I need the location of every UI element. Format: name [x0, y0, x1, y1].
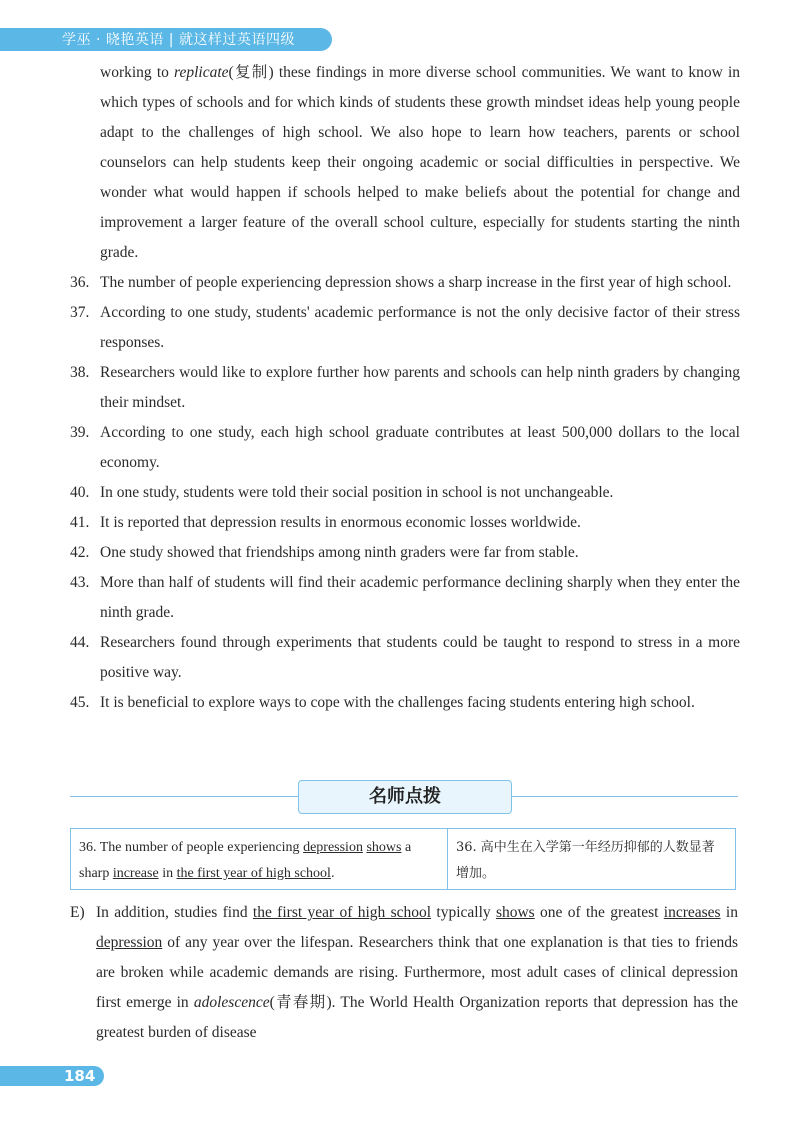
tip-text: 36. The number of people experiencing [79, 840, 304, 855]
section-e-body [96, 898, 738, 1048]
section-text: In addition, studies find [96, 904, 253, 921]
section-label: E) [70, 904, 85, 921]
main-content [70, 58, 740, 718]
statement-text: Researchers would like to explore further how parents and schools can help ninth graders by changing their mindset. [100, 364, 740, 411]
statement-number: 36. [70, 274, 90, 291]
section-e [70, 898, 738, 1048]
statement-number: 39. [70, 424, 90, 441]
statement-text: It is reported that depression results in enormous economic losses worldwide. [100, 514, 581, 531]
statement-text: More than half of students will find their academic performance declining sharply when they enter the ninth grade. [100, 574, 740, 621]
section-keyword: increases [663, 904, 721, 921]
section-text: in [720, 904, 738, 921]
tip-text: in [158, 866, 177, 881]
statement-item [70, 688, 740, 718]
tip-keyword: shows [366, 840, 402, 855]
statement-item [70, 508, 740, 538]
statement-number: 41. [70, 514, 90, 531]
divider-line [510, 796, 738, 797]
statement-number: 38. [70, 364, 90, 381]
statement-item [70, 478, 740, 508]
statement-number: 45. [70, 694, 90, 711]
section-italic-term: adolescence [193, 994, 270, 1011]
tip-heading [70, 780, 738, 820]
section-text: typically [431, 904, 496, 921]
section-text: (青春期). The World Health Organization reports that depression has the greatest burden of disease [96, 994, 738, 1041]
statement-text: Researchers found through experiments that students could be taught to respond to stress in a more positive way. [100, 634, 740, 681]
tip-keyword: depression [303, 840, 363, 855]
tip-title: 名师点拨 [298, 780, 512, 814]
section-text: of any year over the lifespan. Researchers think that one explanation is that ties to friends are broken while academic demands are rising. Furthermore, most adult cases of clinical depression first emerge in [96, 934, 738, 1011]
divider-line [70, 796, 302, 797]
tip-chinese: 36. 高中生在入学第一年经历抑郁的人数显著增加。 [456, 840, 715, 881]
tip-english [71, 829, 448, 889]
statement-item [70, 538, 740, 568]
tip-keyword: the first year of high school [176, 866, 331, 881]
statement-item [70, 568, 740, 628]
statement-text: The number of people experiencing depression shows a sharp increase in the first year of high school. [100, 274, 732, 291]
book-title: 学巫 · 晓艳英语 | 就这样过英语四级 [62, 32, 295, 48]
tip-text: a sharp [79, 840, 412, 881]
tip-table [70, 828, 736, 890]
statement-item [70, 418, 740, 478]
intro-italic-term: replicate [174, 64, 229, 81]
statement-text: In one study, students were told their social position in school is not unchangeable. [100, 484, 614, 501]
tip-text: . [330, 866, 335, 881]
statement-number: 40. [70, 484, 90, 501]
statement-item [70, 358, 740, 418]
section-keyword: depression [96, 934, 163, 951]
statement-number: 37. [70, 304, 90, 321]
intro-paragraph [70, 58, 740, 268]
statement-text: According to one study, each high school graduate contributes at least 500,000 dollars to the local economy. [100, 424, 740, 471]
statement-number: 42. [70, 544, 90, 561]
page-number: 184 [64, 1067, 96, 1085]
section-text: one of the greatest [534, 904, 664, 921]
section-keyword: the first year of high school [252, 904, 432, 921]
statement-number: 43. [70, 574, 90, 591]
statement-list [70, 268, 740, 718]
statement-item [70, 268, 740, 298]
statement-text: One study showed that friendships among ninth graders were far from stable. [100, 544, 579, 561]
tip-keyword: increase [112, 866, 159, 881]
intro-text-1: working to [100, 64, 175, 81]
statement-item [70, 628, 740, 688]
section-keyword: shows [495, 904, 535, 921]
intro-text-2: (复制) these findings in more diverse school communities. We want to know in which types of schools and for which kinds of students these growth mindset ideas help young people adapt to the challenges of high school. We also hope to learn how teachers, parents or school counselors can help students keep their ongoing academic or social difficulties in perspective. We wonder what would happen if schools helped to make beliefs about the potential for change and improvement a larger feature of the overall school culture, especially for students starting the ninth grade. [100, 64, 740, 261]
statement-text: According to one study, students' academic performance is not the only decisive factor of their stress responses. [100, 304, 740, 351]
statement-text: It is beneficial to explore ways to cope with the challenges facing students entering high school. [100, 694, 695, 711]
statement-item [70, 298, 740, 358]
statement-number: 44. [70, 634, 90, 651]
